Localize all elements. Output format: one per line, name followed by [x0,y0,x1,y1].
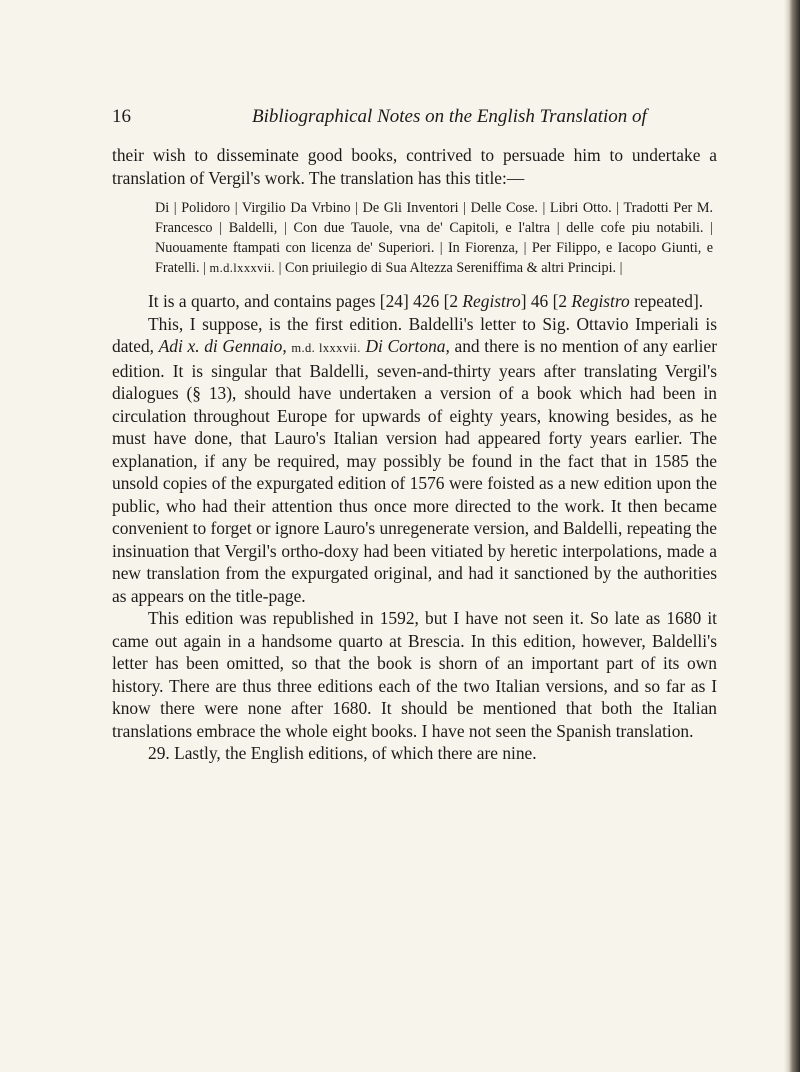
running-title: Bibliographical Notes on the English Translation of [252,106,647,127]
paragraph-quarto [112,290,717,313]
para1-registro-2: Registro [571,291,630,311]
page-body [112,144,717,765]
para1-text-a: It is a quarto, and contains pages [24] 426 [2 [148,291,463,311]
para1-registro-1: Registro [462,291,521,311]
paragraph-first-edition [112,313,717,608]
page-header [112,106,712,132]
para2-place-italic: Di Cortona, [365,336,450,356]
transcription-text: Di | Polidoro | Virgilio Da Vrbino | De Gli Inventori | Delle Cose. | Libri Otto. | Tradotti Per M. Francesco | Baldelli, | Con due Tauole, vna de' Capitoli, e l'altra | delle cofe piu notabili. | Nuouamente ftampati con licenza de' Superiori. | In Fiorenza, | Per Filippo, e Iacopo Giunti, e Fratelli. | [155,200,713,276]
paragraph-english-editions: 29. Lastly, the English editions, of which there are nine. [148,743,537,763]
para2-date-italic: Adi x. di Gennaio, [158,336,287,356]
paragraph-republished: This edition was republished in 1592, but I have not seen it. So late as 1680 it came out again in a handsome quarto at Brescia. In this edition, however, Baldelli's letter has been omitted, so that the book is shorn of an important part of its own history. There are thus three editions each of the two Italian versions, and so far as I know there were none after 1680. It should be mentioned that both the Italian translations embrace the whole eight books. I have not seen the Spanish translation. [112,608,717,741]
para1-text-c: ] 46 [2 [520,291,572,311]
transcription-date: m.d.lxxxvii. [209,261,276,275]
intro-paragraph: their wish to disseminate good books, contrived to persuade him to undertake a translation of Vergil's work. The translation has this title:— [112,145,717,188]
transcription-text-end: | Con priuilegio di Sua Altezza Sereniffima & altri Principi. | [275,260,623,276]
page-edge-shadow [784,0,800,1072]
para1-text-e: repeated]. [629,291,704,311]
para2-text-a: This, I suppose, is the first edition. Baldelli's letter to Sig. Ottavio Imperiali is dated, [112,313,717,356]
para2-text-e: and there is no mention of any earlier edition. It is singular that Baldelli, seven-and-thirty years after translating Vergil's dialogues (§ 13), should have undertaken a version of a book which had been in circulation throughout Europe for upwards of eighty years, knowing besides, as he must have done, that Lauro's Italian version had appeared forty years earlier. The explanation, if any be required, may possibly be found in the fact that in 1585 the unsold copies of the expurgated edition of 1576 were foisted as a new edition upon the public, who had their attention thus once more directed to the work. It then became convenient to forget or ignore Lauro's unregenerate version, and Baldelli, repeating the insinuation that Vergil's ortho-doxy had been vitiated by heretic interpolations, made a new translation from the expurgated original, and had it sanctioned by the authorities as appears on the title-page. [112,336,717,606]
page-number: 16 [112,106,131,127]
para2-year-smallcaps: m.d. lxxxvii. [291,341,361,355]
title-transcription [112,198,717,278]
